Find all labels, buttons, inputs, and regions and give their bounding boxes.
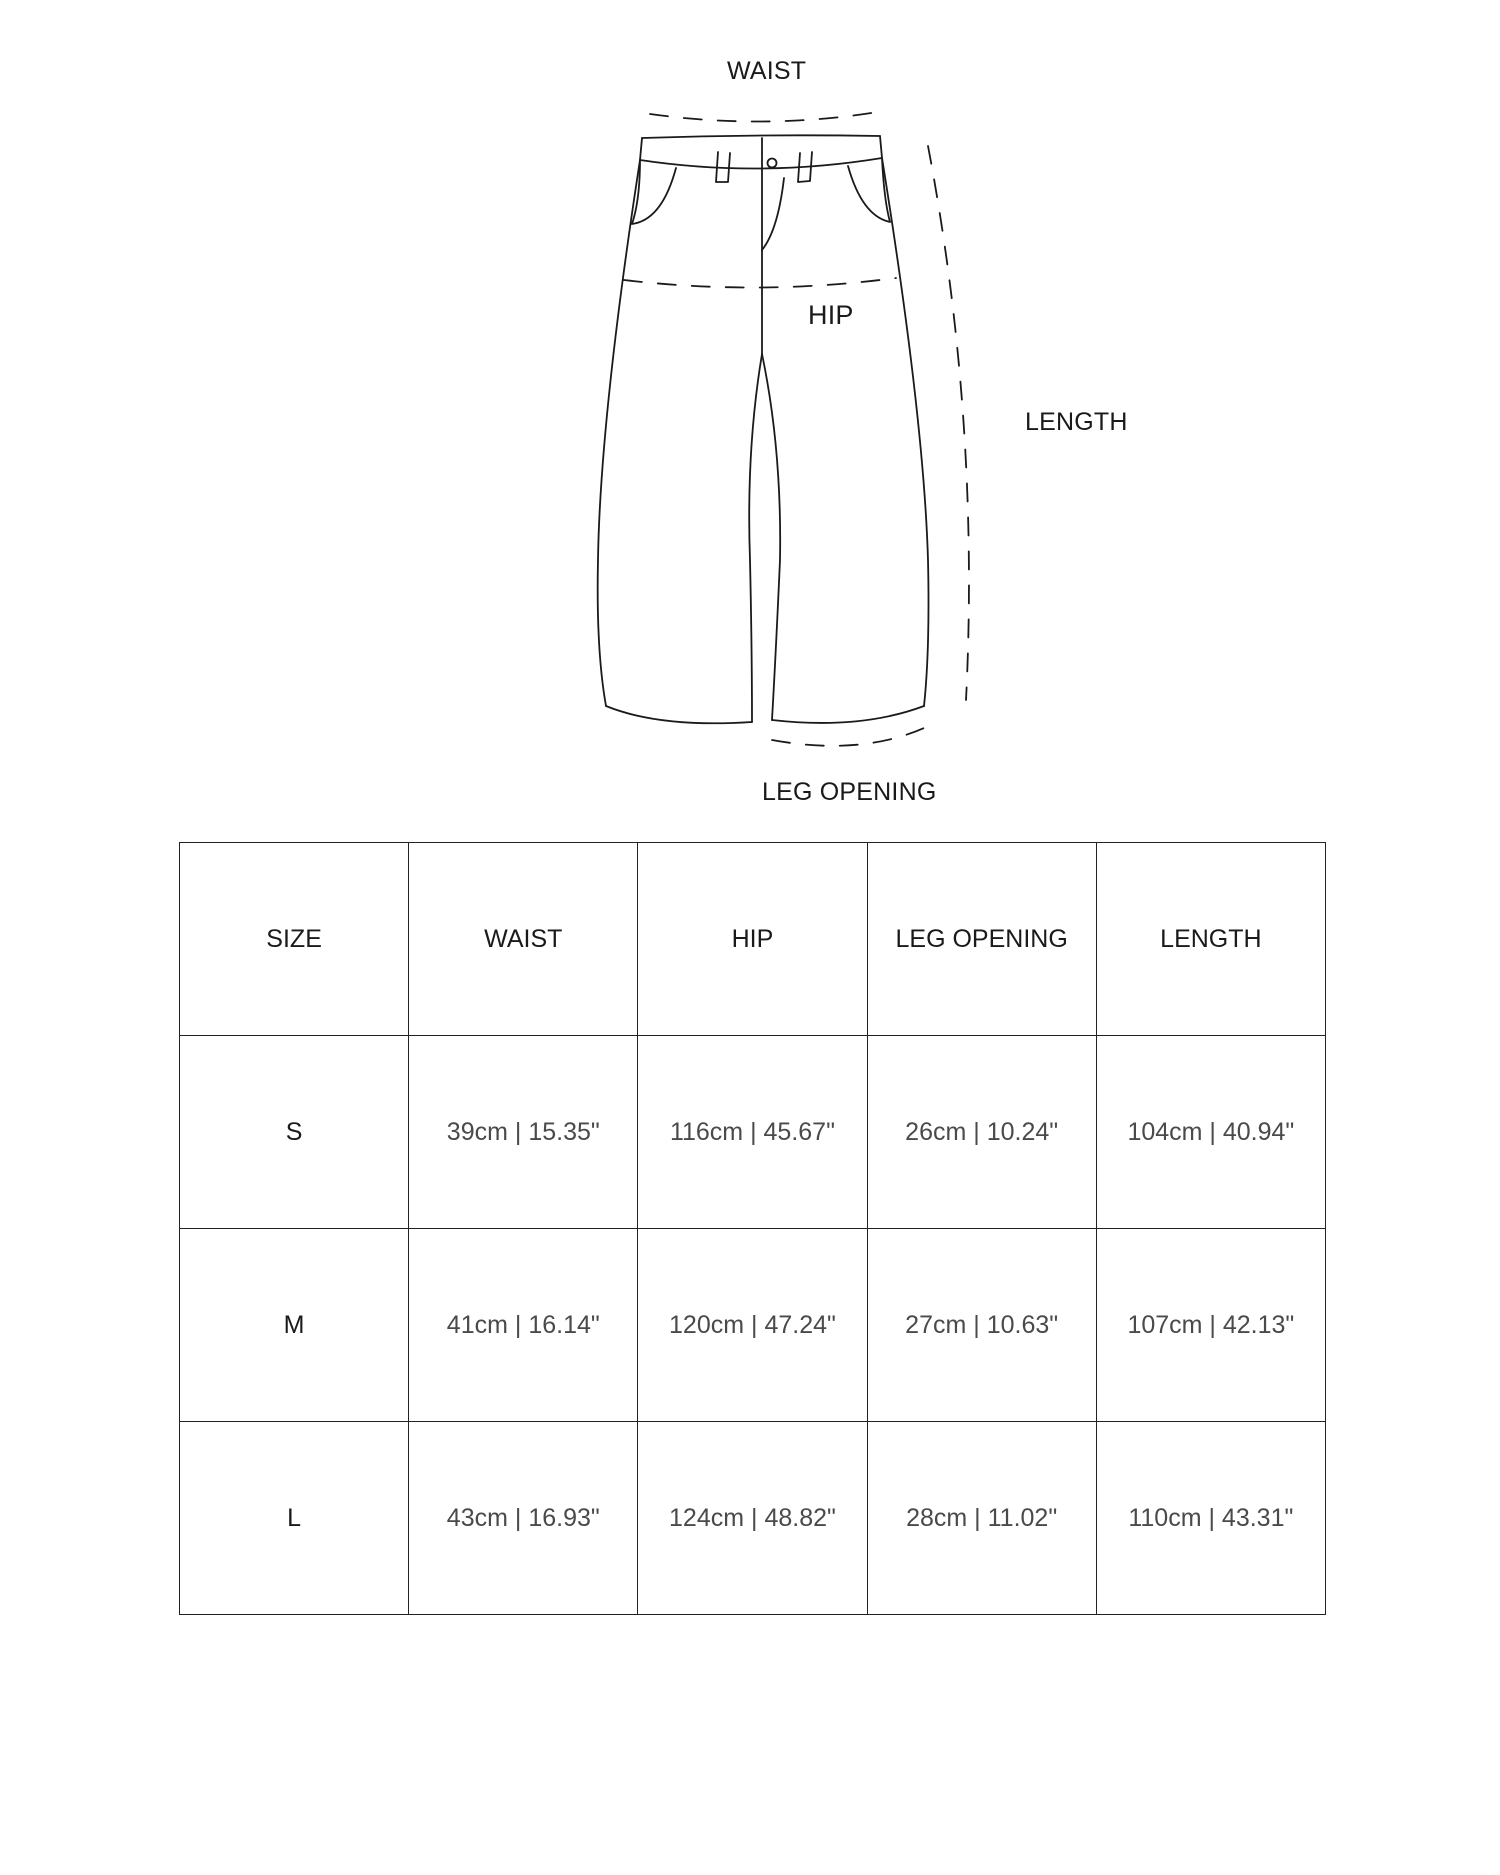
table-row: [180, 1036, 1326, 1229]
right-inseam: [762, 354, 780, 720]
waistband-top: [642, 135, 880, 138]
waist-cell: 41cm | 16.14": [409, 1229, 638, 1422]
table-row: [180, 1229, 1326, 1422]
header-size: SIZE: [180, 843, 409, 1036]
hip-cell: 116cm | 45.67": [638, 1036, 867, 1229]
leg-opening-cell: 26cm | 10.24": [867, 1036, 1096, 1229]
leg-opening-cell: 27cm | 10.63": [867, 1229, 1096, 1422]
waist-measure-line: [650, 112, 878, 122]
header-hip: HIP: [638, 843, 867, 1036]
size-cell: L: [180, 1422, 409, 1615]
header-waist: WAIST: [409, 843, 638, 1036]
table-row: [180, 1422, 1326, 1615]
hip-label: HIP: [808, 300, 854, 330]
hip-cell: 124cm | 48.82": [638, 1422, 867, 1615]
pants-illustration: [0, 0, 1500, 830]
length-label: LENGTH: [1025, 408, 1128, 436]
length-cell: 104cm | 40.94": [1096, 1036, 1325, 1229]
size-cell: M: [180, 1229, 409, 1422]
leg-opening-label: LEG OPENING: [762, 778, 937, 806]
table-header-row: [180, 843, 1326, 1036]
size-cell: S: [180, 1036, 409, 1229]
leg-opening-cell: 28cm | 11.02": [867, 1422, 1096, 1615]
header-leg-opening: LEG OPENING: [867, 843, 1096, 1036]
waist-cell: 43cm | 16.93": [409, 1422, 638, 1615]
left-inseam: [749, 250, 762, 722]
fly-stitch: [762, 178, 784, 250]
left-hem: [606, 706, 752, 723]
length-cell: 110cm | 43.31": [1096, 1422, 1325, 1615]
waist-label: WAIST: [727, 57, 807, 85]
waistband-right-edge: [880, 136, 882, 158]
left-outseam: [598, 160, 640, 706]
leg-opening-measure-line: [772, 728, 924, 746]
right-hem: [772, 706, 924, 723]
pants-diagram: [0, 0, 1500, 830]
hip-cell: 120cm | 47.24": [638, 1229, 867, 1422]
header-length: LENGTH: [1096, 843, 1325, 1036]
length-measure-line: [928, 146, 969, 700]
length-cell: 107cm | 42.13": [1096, 1229, 1325, 1422]
waistband-left-edge: [640, 138, 642, 160]
size-chart-table: [179, 842, 1326, 1615]
waistband-bottom: [640, 158, 882, 169]
waist-cell: 39cm | 15.35": [409, 1036, 638, 1229]
right-outseam: [882, 158, 929, 706]
hip-measure-line: [624, 278, 896, 288]
button: [768, 159, 777, 168]
